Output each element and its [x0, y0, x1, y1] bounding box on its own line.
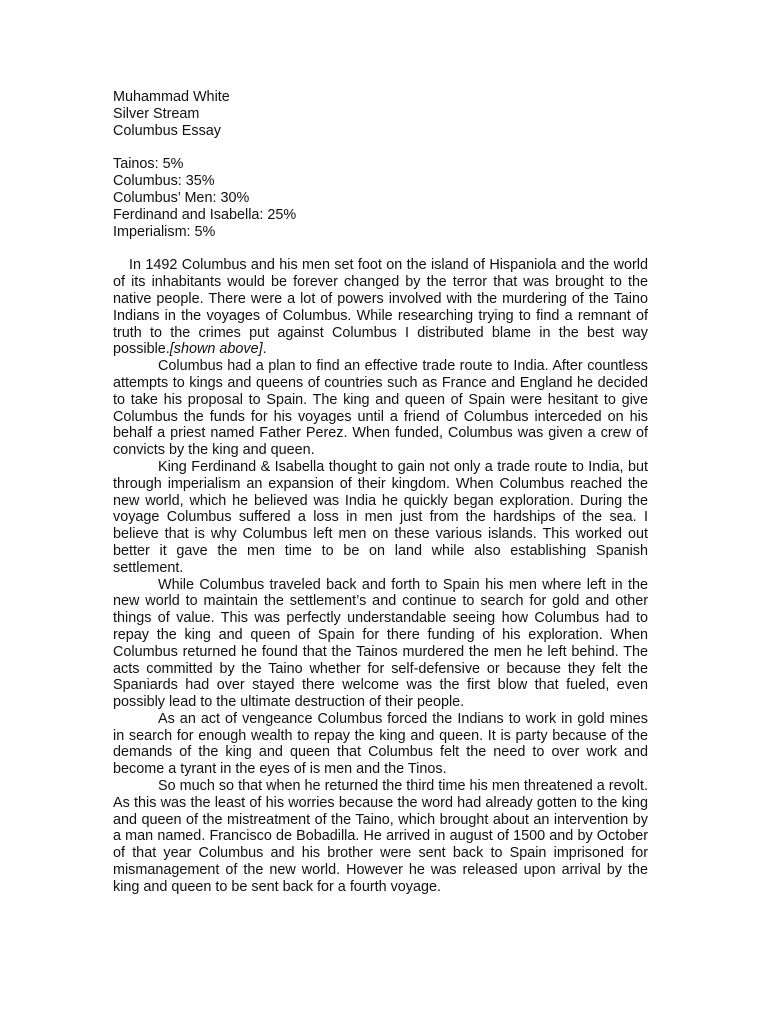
blame-distribution-list [113, 156, 648, 240]
blame-item-columbus: Columbus: 35% [113, 173, 215, 190]
paragraph-intro [113, 257, 648, 358]
paragraph-3: King Ferdinand & Isabella thought to gain not only a trade route to India, but through imperialism an expansion of their kingdom. When Columbus reached the new world, which he believed was India he quickly began exploration. During the voyage Columbus suffered a loss in men just from the hardships of the sea. I believe that is why Columbus left men on these various islands. This worked out better it gave the men time to be on land while also establishing Spanish settlement. [113, 458, 648, 576]
school-name: Silver Stream [113, 105, 200, 122]
intro-note: [shown above] [169, 341, 263, 358]
paragraph-4: While Columbus traveled back and forth to Spain his men where left in the new world to maintain the settlement’s and continue to search for gold and other things of value. This was perfectly understandable seeing how Columbus had to repay the king and queen of Spain for there funding of his exploration. When Columbus returned he found that the Tainos murdered the men he left behind. The acts committed by the Taino whether for self-defensive or because they felt the Spaniards had over stayed there welcome was the first blow that fueled, even possibly lead to the ultimate destruction of their people. [113, 576, 648, 711]
paragraph-6: So much so that when he returned the third time his men threatened a revolt. As this was the least of his worries because the word had already gotten to the king and queen of the mistreatment of the Taino, which brought about an intervention by a man named. Francisco de Bobadilla. He arrived in august of 1500 and by October of that year Columbus and his brother were sent back to Spain imprisoned for mismanagement of the new world. However he was released upon arrival by the king and queen to be sent back for a fourth voyage. [113, 778, 648, 895]
intro-end: . [262, 341, 267, 358]
blame-item-imperialism: Imperialism: 5% [113, 223, 216, 240]
essay-title: Columbus Essay [113, 122, 221, 139]
blame-item-columbus-men: Columbus’ Men: 30% [113, 189, 250, 206]
blame-item-tainos: Tainos: 5% [113, 156, 184, 173]
essay-body [113, 257, 648, 895]
paragraph-2: Columbus had a plan to find an effective trade route to India. After countless attempts to kings and queens of countries such as France and England he decided to take his proposal to Spain. The king and queen of Spain were hesitant to give Columbus the funds for his voyages until a friend of Columbus interceded on his behalf a priest named Father Perez. When funded, Columbus was given a crew of convicts by the king and queen. [113, 358, 648, 459]
intro-text: In 1492 Columbus and his men set foot on the island of Hispaniola and the world of its inhabitants would be forever changed by the terror that was brought to the native people. There were a lot of powers involved with the murdering of the Taino Indians in the voyages of Columbus. While researching trying to find a remnant of truth to the crimes put against Columbus I distributed blame in the best way possible. [113, 257, 648, 358]
blame-item-ferdinand-isabella: Ferdinand and Isabella: 25% [113, 206, 297, 223]
author-name: Muhammad White [113, 89, 230, 105]
document-page [113, 89, 648, 896]
essay-header [113, 89, 648, 139]
paragraph-5: As an act of vengeance Columbus forced the Indians to work in gold mines in search for enough wealth to repay the king and queen. It is party because of the demands of the king and queen that Columbus felt the need to over work and become a tyrant in the eyes of is men and the Tinos. [113, 710, 648, 778]
